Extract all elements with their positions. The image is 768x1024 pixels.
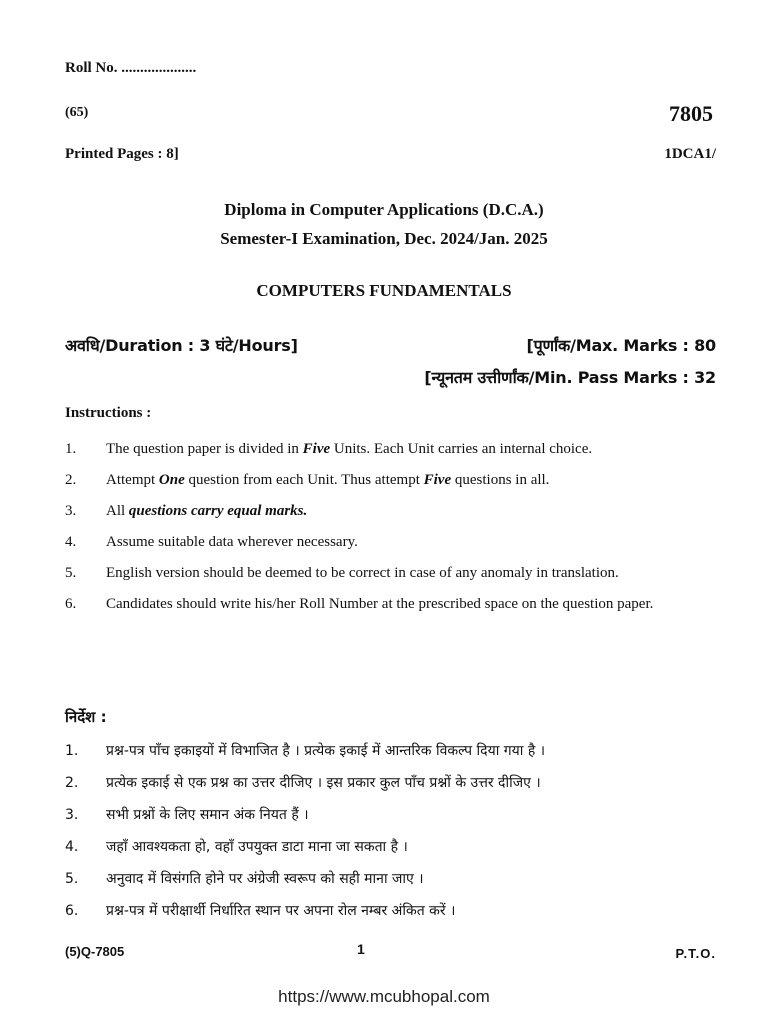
instruction-item xyxy=(65,468,718,493)
instruction-item xyxy=(65,437,718,462)
instruction-number: 4. xyxy=(65,839,79,855)
instruction-item xyxy=(65,561,718,586)
instruction-number: 2. xyxy=(65,775,79,791)
instruction-text: English version should be deemed to be correct in case of any anomaly in translation. xyxy=(106,565,619,581)
instruction-number: 2. xyxy=(65,472,77,488)
instruction-number: 6. xyxy=(65,903,79,919)
footer-code: (5)Q-7805 xyxy=(65,944,125,959)
hindi-instruction-item xyxy=(65,773,718,793)
instruction-number: 5. xyxy=(65,871,79,887)
instruction-text: One xyxy=(158,472,185,488)
instruction-text: Attempt xyxy=(106,472,159,488)
hindi-instruction-item xyxy=(65,869,718,889)
hindi-instruction-text: प्रत्येक इकाई से एक प्रश्न का उत्तर दीजिए । इस प्रकार कुल पाँच प्रश्नों के उत्तर दीजिए । xyxy=(106,775,541,791)
course-title: Diploma in Computer Applications (D.C.A.) xyxy=(224,200,544,219)
instruction-text: questions in all. xyxy=(451,472,550,488)
instructions-list xyxy=(65,437,718,623)
instruction-item xyxy=(65,592,718,617)
instructions-heading: Instructions : xyxy=(65,405,152,421)
instruction-text: The question paper is divided in xyxy=(106,441,303,457)
instruction-number: 3. xyxy=(65,503,77,519)
instruction-text: Assume suitable data wherever necessary. xyxy=(106,534,358,550)
hindi-instruction-item xyxy=(65,901,718,921)
instruction-number: 1. xyxy=(65,743,79,759)
hindi-instruction-text: प्रश्न-पत्र में परीक्षार्थी निर्धारित स्थान पर अपना रोल नम्बर अंकित करें । xyxy=(106,903,456,919)
hindi-instructions-heading: निर्देश : xyxy=(65,708,107,726)
source-url: https://www.mcubhopal.com xyxy=(278,987,490,1006)
min-pass-marks: [न्यूनतम उत्तीर्णांक/Min. Pass Marks : 32 xyxy=(424,368,716,387)
subject-title: COMPUTERS FUNDAMENTALS xyxy=(256,281,512,300)
subject-code: 1DCA1/ xyxy=(664,146,716,162)
hindi-instruction-item xyxy=(65,805,718,825)
exam-title: Semester-I Examination, Dec. 2024/Jan. 2025 xyxy=(220,229,548,248)
page-number: 1 xyxy=(357,941,365,957)
instruction-text: Five xyxy=(423,472,452,488)
instruction-number: 1. xyxy=(65,441,77,457)
instruction-text: Five xyxy=(302,441,331,457)
instruction-number: 4. xyxy=(65,534,77,550)
instruction-text: Units. Each Unit carries an internal choice. xyxy=(330,441,593,457)
instruction-text: Candidates should write his/her Roll Number at the prescribed space on the question paper. xyxy=(106,596,654,612)
instruction-number: 5. xyxy=(65,565,77,581)
paper-number: 7805 xyxy=(669,101,713,126)
hindi-instruction-text: सभी प्रश्नों के लिए समान अंक नियत हैं । xyxy=(106,807,309,823)
pto-label: P.T.O. xyxy=(675,946,716,961)
instruction-number: 6. xyxy=(65,596,77,612)
instruction-item xyxy=(65,499,718,524)
instruction-text: questions carry equal marks. xyxy=(125,503,308,519)
instruction-text: All xyxy=(106,503,126,519)
hindi-instructions-list xyxy=(65,741,718,933)
instruction-number: 3. xyxy=(65,807,79,823)
hindi-instruction-item xyxy=(65,837,718,857)
roll-number-field: Roll No. .................... xyxy=(65,60,197,76)
paper-code: (65) xyxy=(65,105,89,120)
instruction-text: question from each Unit. Thus attempt xyxy=(184,472,424,488)
hindi-instruction-text: अनुवाद में विसंगति होने पर अंग्रेजी स्वरूप को सही माना जाए । xyxy=(106,871,424,887)
hindi-instruction-text: प्रश्न-पत्र पाँच इकाइयों में विभाजित है । प्रत्येक इकाई में आन्तरिक विकल्प दिया गया है । xyxy=(106,743,546,759)
duration: अवधि/Duration : 3 घंटे/Hours] xyxy=(65,336,298,355)
hindi-instruction-item xyxy=(65,741,718,761)
hindi-instruction-text: जहाँ आवश्यकता हो, वहाँ उपयुक्त डाटा माना जा सकता है । xyxy=(106,839,408,855)
max-marks: [पूर्णांक/Max. Marks : 80 xyxy=(526,336,716,355)
instruction-item xyxy=(65,530,718,555)
printed-pages: Printed Pages : 8] xyxy=(65,146,179,162)
